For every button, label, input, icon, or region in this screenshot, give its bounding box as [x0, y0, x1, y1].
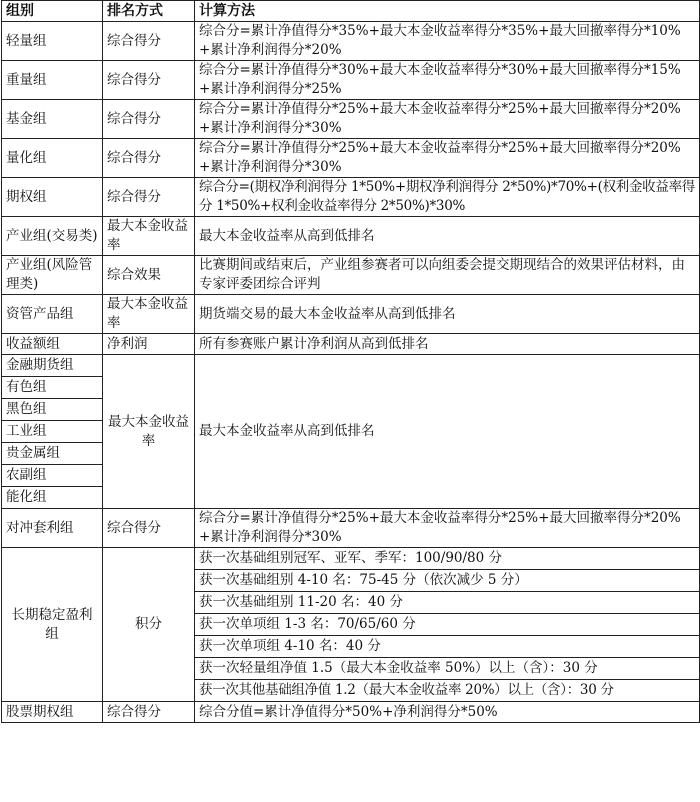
row-group: 基金组 — [2, 100, 103, 139]
row-group: 农副组 — [2, 465, 103, 487]
row-method: 综合得分 — [103, 61, 195, 100]
row-group: 能化组 — [2, 487, 103, 509]
row-method: 综合效果 — [103, 256, 195, 295]
row-method: 综合得分 — [103, 100, 195, 139]
table-row — [2, 217, 700, 256]
row-group: 黑色组 — [2, 399, 103, 421]
row-group: 收益额组 — [2, 334, 103, 355]
combined-formula: 最大本金收益率从高到低排名 — [195, 355, 700, 509]
longterm-group: 长期稳定盈利组 — [2, 548, 103, 702]
table-row — [2, 334, 700, 355]
combined-method-text: 最大本金收益率 — [108, 413, 189, 449]
row-group: 工业组 — [2, 421, 103, 443]
table-header-row — [2, 1, 700, 22]
table-row — [2, 139, 700, 178]
row-formula: 综合分=累计净值得分*25%+最大本金收益率得分*25%+最大回撤率得分*20%+累计净利润得分*30% — [195, 509, 700, 548]
header-formula: 计算方法 — [195, 1, 700, 22]
row-group: 对冲套利组 — [2, 509, 103, 548]
row-formula: 比赛期间或结束后，产业组参赛者可以向组委会提交期现结合的效果评估材料，由专家评委团综合评判 — [195, 256, 700, 295]
longterm-item: 获一次基础组别 4-10 名：75-45 分（依次减少 5 分） — [195, 570, 700, 592]
row-group: 产业组(交易类) — [2, 217, 103, 256]
row-formula: 综合分=累计净值得分*30%+最大本金收益率得分*30%+最大回撤率得分*15%+累计净利润得分*25% — [195, 61, 700, 100]
longterm-item: 获一次基础组别冠军、亚军、季军：100/90/80 分 — [195, 548, 700, 570]
table-row — [2, 22, 700, 61]
row-group: 资管产品组 — [2, 295, 103, 334]
row-formula: 最大本金收益率从高到低排名 — [195, 217, 700, 256]
longterm-item: 获一次单项组 1-3 名：70/65/60 分 — [195, 614, 700, 636]
longterm-item: 获一次轻量组净值 1.5（最大本金收益率 50%）以上（含）：30 分 — [195, 658, 700, 680]
row-method: 最大本金收益率 — [103, 217, 195, 256]
table-row — [2, 355, 700, 377]
row-group: 量化组 — [2, 139, 103, 178]
row-method: 净利润 — [103, 334, 195, 355]
table-row — [2, 100, 700, 139]
row-method: 综合得分 — [103, 702, 195, 723]
row-group: 轻量组 — [2, 22, 103, 61]
scoring-table — [1, 0, 700, 723]
row-formula: 综合分=累计净值得分*25%+最大本金收益率得分*25%+最大回撤率得分*20%+累计净利润得分*30% — [195, 100, 700, 139]
row-formula: 期货端交易的最大本金收益率从高到低排名 — [195, 295, 700, 334]
row-formula: 所有参赛账户累计净利润从高到低排名 — [195, 334, 700, 355]
row-group: 重量组 — [2, 61, 103, 100]
row-group: 有色组 — [2, 377, 103, 399]
header-method: 排名方式 — [103, 1, 195, 22]
longterm-item: 获一次基础组别 11-20 名：40 分 — [195, 592, 700, 614]
table-row — [2, 178, 700, 217]
row-group: 金融期货组 — [2, 355, 103, 377]
table-row — [2, 61, 700, 100]
row-group: 股票期权组 — [2, 702, 103, 723]
row-group: 产业组(风险管理类) — [2, 256, 103, 295]
row-formula: 综合分=(期权净利润得分 1*50%+期权净利润得分 2*50%)*70%+(权利金收益率得分 1*50%+权利金收益率得分 2*50%)*30% — [195, 178, 700, 217]
table-row — [2, 295, 700, 334]
longterm-method: 积分 — [103, 548, 195, 702]
row-method: 综合得分 — [103, 139, 195, 178]
row-formula: 综合分=累计净值得分*35%+最大本金收益率得分*35%+最大回撤率得分*10%+累计净利润得分*20% — [195, 22, 700, 61]
row-method: 最大本金收益率 — [103, 295, 195, 334]
table-row — [2, 548, 700, 570]
table-row — [2, 702, 700, 723]
row-method: 综合得分 — [103, 22, 195, 61]
longterm-item: 获一次单项组 4-10 名：40 分 — [195, 636, 700, 658]
table-row — [2, 509, 700, 548]
row-group: 期权组 — [2, 178, 103, 217]
combined-method — [103, 355, 195, 509]
table-row — [2, 256, 700, 295]
row-method: 综合得分 — [103, 178, 195, 217]
header-group: 组别 — [2, 1, 103, 22]
row-formula: 综合分=累计净值得分*25%+最大本金收益率得分*25%+最大回撤率得分*20%+累计净利润得分*30% — [195, 139, 700, 178]
longterm-item: 获一次其他基础组净值 1.2（最大本金收益率 20%）以上（含）：30 分 — [195, 680, 700, 702]
row-formula: 综合分值=累计净值得分*50%+净利润得分*50% — [195, 702, 700, 723]
row-group: 贵金属组 — [2, 443, 103, 465]
row-method: 综合得分 — [103, 509, 195, 548]
